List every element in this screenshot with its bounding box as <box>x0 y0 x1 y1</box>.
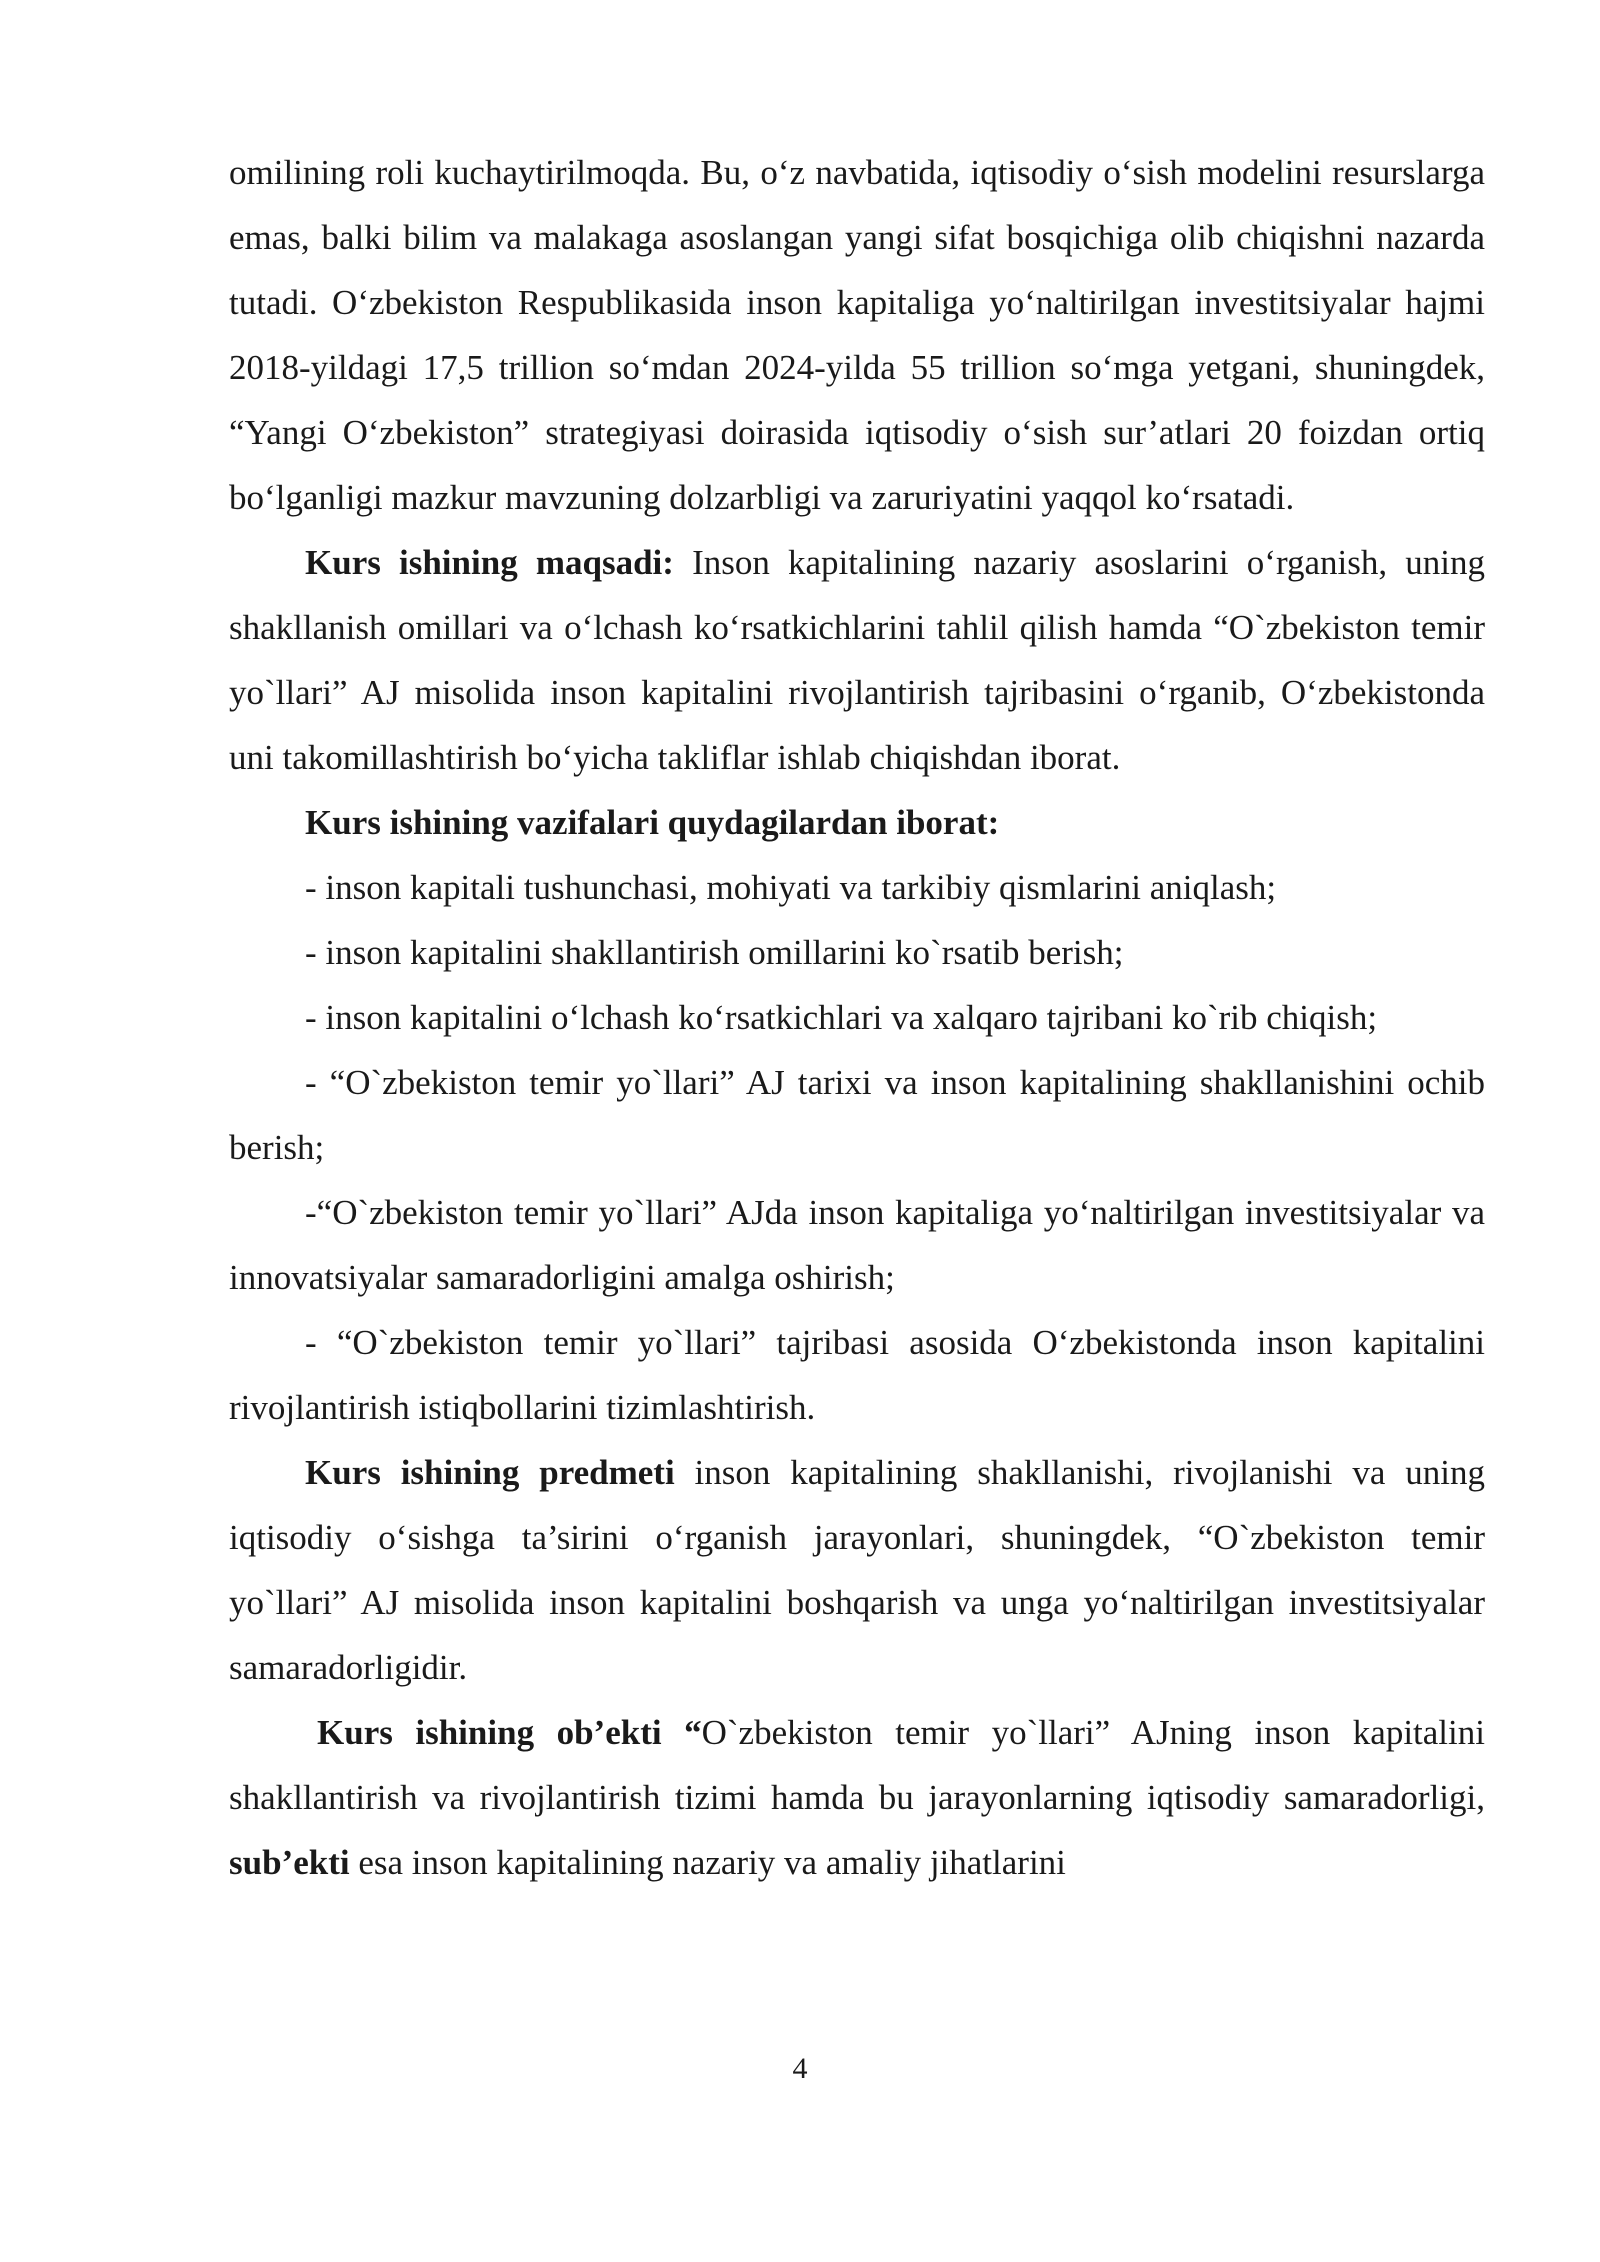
tasks-heading <box>229 790 1485 855</box>
goal-text: Inson kapitalining nazariy asoslarini o‘rganish, uning shakllanish omillari va o‘lchash ko‘rsatkichlarini tahlil qilish hamda “O`zbekiston temir yo`llari” AJ misolida inson kapitalini rivojlantirish tajribasini o‘rganib, O‘zbekistonda uni takomillashtirish bo‘yicha takliflar ishlab chiqishdan iborat. <box>229 543 1485 777</box>
subject-text: inson kapitalining shakllanishi, rivojlanishi va uning iqtisodiy o‘sishga ta’sirini o‘rganish jarayonlari, shuningdek, “O`zbekiston temir yo`llari” AJ misolida inson kapitalini boshqarish va unga yo‘naltirilgan investitsiyalar samaradorligidir. <box>229 1453 1485 1687</box>
object-text: O`zbekiston temir yo`llari” AJning inson kapitalini shakllantirish va rivojlantirish tizimi hamda bu jarayonlarning iqtisodiy samaradorligi, <box>229 1713 1485 1817</box>
task-item-1: - inson kapitali tushunchasi, mohiyati va tarkibiy qismlarini aniqlash; <box>305 868 1277 907</box>
task-item-2: - inson kapitalini shakllantirish omillarini ko`rsatib berish; <box>305 933 1124 972</box>
task-item-6: - “O`zbekiston temir yo`llari” tajribasi asosida O‘zbekistonda inson kapitalini rivojlantirish istiqbollarini tizimlashtirish. <box>229 1323 1485 1427</box>
page-number: 4 <box>792 2052 808 2085</box>
task-item-4: - “O`zbekiston temir yo`llari” AJ tarixi va inson kapitalining shakllanishini ochib berish; <box>229 1063 1485 1167</box>
subject2-text: esa inson kapitalining nazariy va amaliy jihatlarini <box>349 1843 1066 1882</box>
object-heading: Kurs ishining ob’ekti “ <box>317 1713 702 1752</box>
subject-heading: Kurs ishining predmeti <box>305 1453 675 1492</box>
paragraph-object <box>229 1700 1485 1895</box>
paragraph-goal <box>229 530 1485 790</box>
subject2-heading: sub’ekti <box>229 1843 350 1882</box>
paragraph-intro: omilining roli kuchaytirilmoqda. Bu, o‘z navbatida, iqtisodiy o‘sish modelini resurslarga emas, balki bilim va malakaga asoslangan yangi sifat bosqichiga olib chiqishni nazarda tutadi. O‘zbekiston Respublikasida inson kapitaliga yo‘naltirilgan investitsiyalar hajmi 2018-yildagi 17,5 trillion so‘mdan 2024-yilda 55 trillion so‘mga yetgani, shuningdek, “Yangi O‘zbekiston” strategiyasi doirasida iqtisodiy o‘sish sur’atlari 20 foizdan ortiq bo‘lganligi mazkur mavzuning dolzarbligi va zaruriyatini yaqqol ko‘rsatadi. <box>229 153 1485 517</box>
task-item-3: - inson kapitalini o‘lchash ko‘rsatkichlari va xalqaro tajribani ko`rib chiqish; <box>305 998 1378 1037</box>
document-page <box>229 140 1485 1895</box>
tasks-heading-text: Kurs ishining vazifalari quydagilardan iborat: <box>305 803 1000 842</box>
task-item-5: -“O`zbekiston temir yo`llari” AJda inson kapitaliga yo‘naltirilgan investitsiyalar va innovatsiyalar samaradorligini amalga oshirish; <box>229 1193 1485 1297</box>
goal-heading: Kurs ishining maqsadi: <box>305 543 674 582</box>
paragraph-subject <box>229 1440 1485 1700</box>
